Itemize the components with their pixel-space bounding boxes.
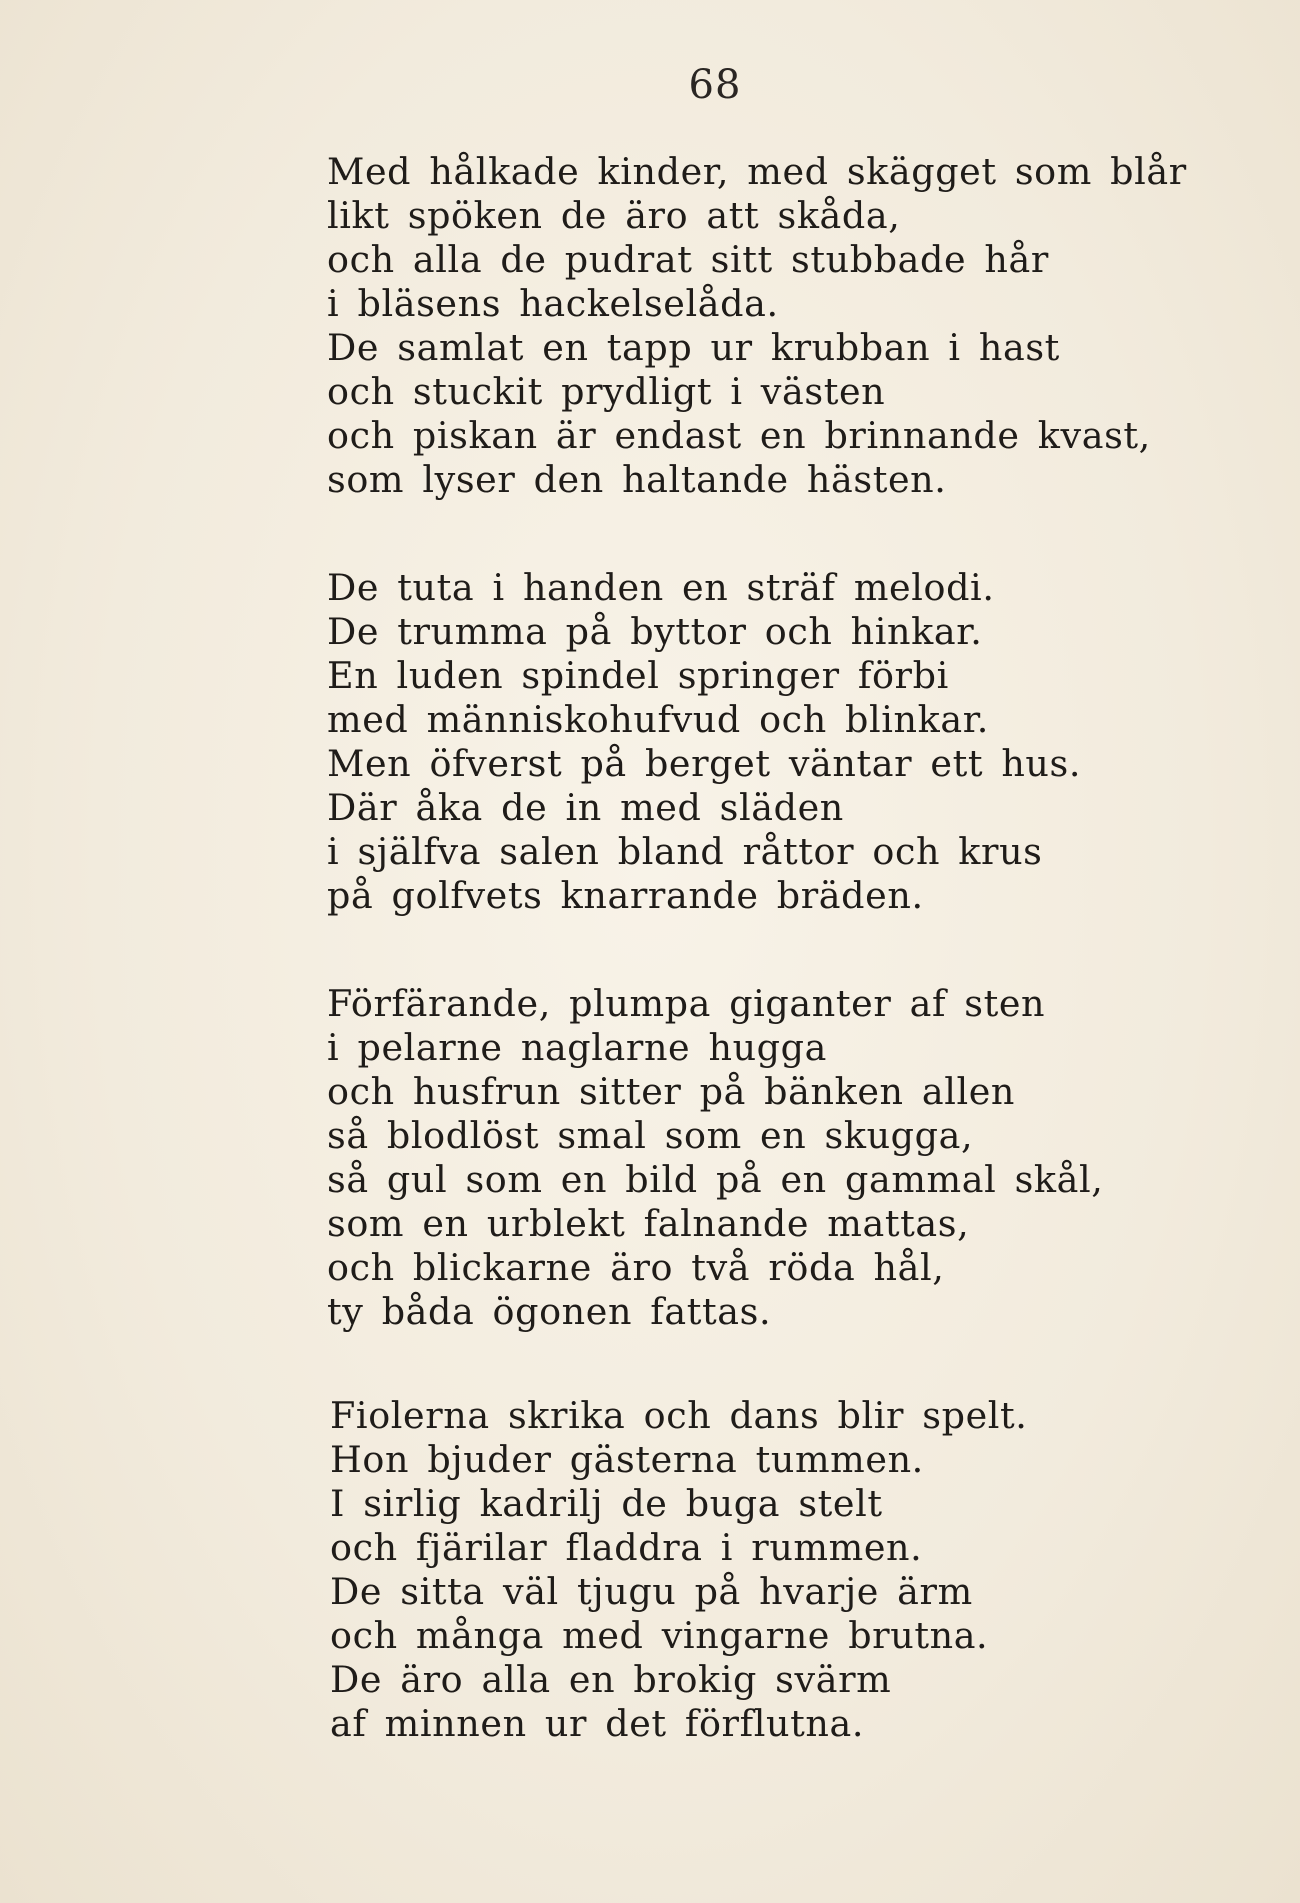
poem-line: De sitta väl tjugu på hvarje ärm [330, 1570, 973, 1613]
stanza-2 [327, 566, 1267, 918]
poem-line: Men öfverst på berget väntar ett hus. [327, 742, 1082, 785]
poem-line: af minnen ur det förflutna. [330, 1702, 865, 1745]
poem-line: och fjärilar fladdra i rummen. [330, 1526, 923, 1569]
poem [327, 150, 1267, 1806]
stanza-3 [327, 982, 1267, 1334]
poem-line: Med hålkade kinder, med skägget som blår [327, 150, 1187, 193]
poem-line: Fiolerna skrika och dans blir spelt. [330, 1394, 1028, 1437]
poem-line: Förfärande, plumpa giganter af sten [327, 982, 1046, 1025]
stanza-4 [327, 1394, 1267, 1746]
poem-line: De samlat en tapp ur krubban i hast [327, 326, 1060, 369]
poem-line: på golfvets knarrande bräden. [327, 874, 924, 917]
poem-line: som en urblekt falnande mattas, [327, 1202, 970, 1245]
poem-line: De trumma på byttor och hinkar. [327, 610, 983, 653]
poem-line: och alla de pudrat sitt stubbade hår [327, 238, 1049, 281]
poem-line: En luden spindel springer förbi [327, 654, 949, 697]
poem-line: ty båda ögonen fattas. [327, 1290, 772, 1333]
page-number: 68 [688, 62, 742, 108]
poem-line: likt spöken de äro att skåda, [327, 194, 901, 237]
poem-line: i bläsens hackelselåda. [327, 282, 779, 325]
poem-line: och många med vingarne brutna. [330, 1614, 989, 1657]
poem-line: De äro alla en brokig svärm [330, 1658, 892, 1701]
poem-line: och piskan är endast en brinnande kvast, [327, 414, 1151, 457]
poem-line: I sirlig kadrilj de buga stelt [330, 1482, 883, 1525]
poem-line: som lyser den haltande hästen. [327, 458, 947, 501]
poem-line: De tuta i handen en sträf melodi. [327, 566, 995, 609]
poem-line: i själfva salen bland råttor och krus [327, 830, 1043, 873]
poem-line: så gul som en bild på en gammal skål, [327, 1158, 1104, 1201]
poem-line: med människohufvud och blinkar. [327, 698, 989, 741]
stanza-1 [327, 150, 1267, 502]
poem-line: Hon bjuder gästerna tummen. [330, 1438, 924, 1481]
poem-line: och husfrun sitter på bänken allen [327, 1070, 1016, 1113]
poem-line: och blickarne äro två röda hål, [327, 1246, 945, 1289]
poem-line: och stuckit prydligt i västen [327, 370, 886, 413]
poem-line: Där åka de in med släden [327, 786, 844, 829]
poem-line: så blodlöst smal som en skugga, [327, 1114, 974, 1157]
poem-line: i pelarne naglarne hugga [327, 1026, 827, 1069]
